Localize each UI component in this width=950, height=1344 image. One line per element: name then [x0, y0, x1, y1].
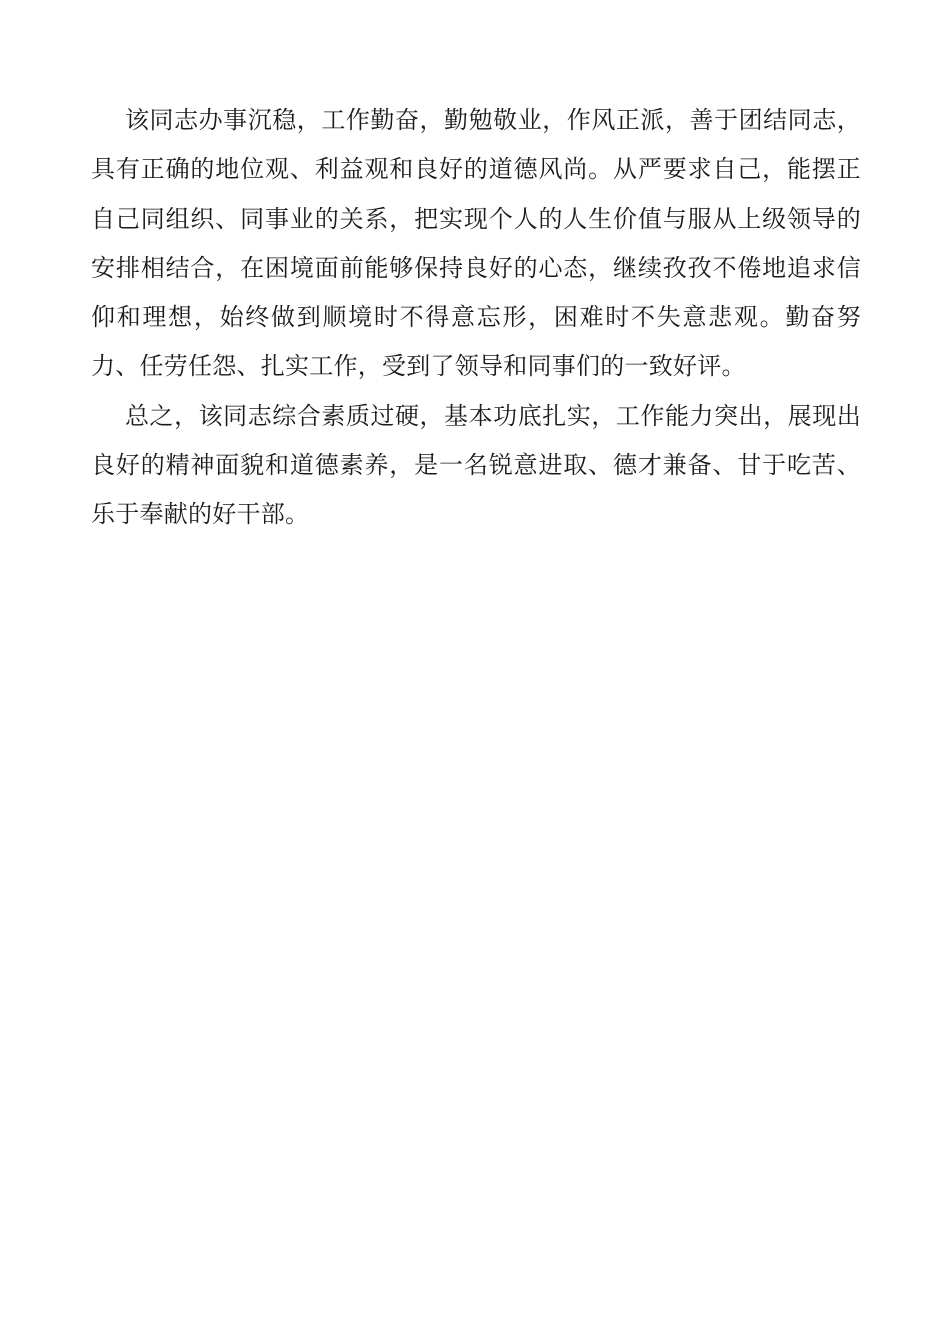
- document-body: [91, 96, 861, 540]
- paragraph-conclusion: 总之，该同志综合素质过硬，基本功底扎实，工作能力突出，展现出良好的精神面貌和道德素养，是一名锐意进取、德才兼备、甘于吃苦、乐于奉献的好干部。: [91, 401, 861, 529]
- paragraph-evaluation: 该同志办事沉稳，工作勤奋，勤勉敬业，作风正派，善于团结同志，具有正确的地位观、利益观和良好的道德风尚。从严要求自己，能摆正自己同组织、同事业的关系，把实现个人的人生价值与服从上级领导的安排相结合，在困境面前能够保持良好的心态，继续孜孜不倦地追求信仰和理想，始终做到顺境时不得意忘形，困难时不失意悲观。勤奋努力、任劳任怨、扎实工作，受到了领导和同事们的一致好评。: [91, 106, 861, 381]
